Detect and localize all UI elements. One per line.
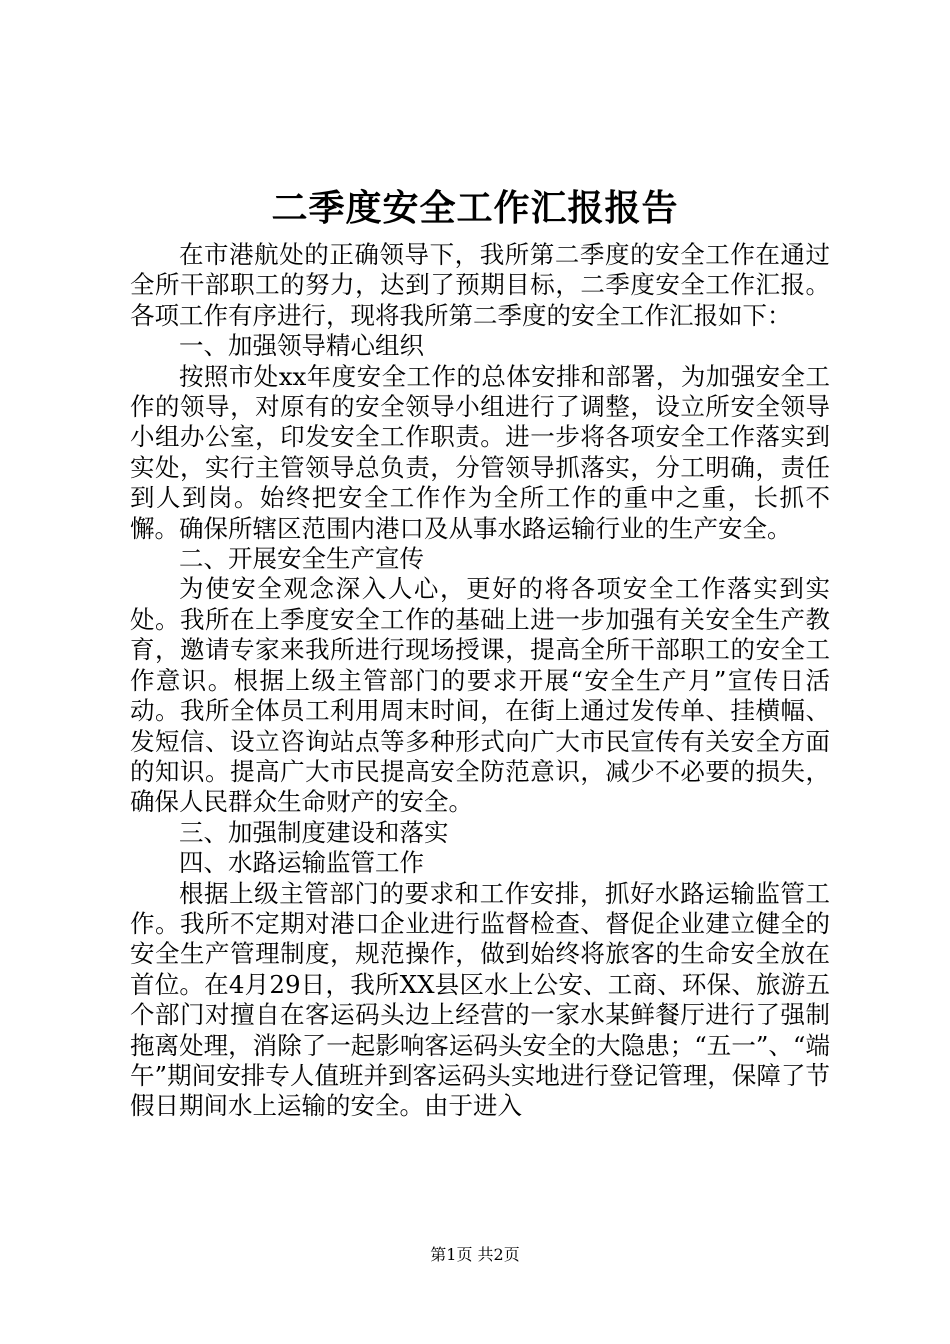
section-heading-2: 二、开展安全生产宣传 (179, 544, 424, 574)
document-title: 二季度安全工作汇报报告 (271, 187, 679, 229)
paragraph-section-1: 按照市处xx年度安全工作的总体安排和部署，为加强安全工作的领导，对原有的安全领导小组进行了调整，设立所安全领导小组办公室，印发安全工作职责。进一步将各项安全工作落实到实处，实行主管领导总负责，分管领导抓落实，分工明确，责任到人到岗。始终把安全工作作为全所工作的重中之重，长抓不懈。确保所辖区范围内港口及从事水路运输行业的生产安全。 (130, 361, 830, 543)
section-heading-1: 一、加强领导精心组织 (179, 331, 424, 361)
paragraph-section-4: 根据上级主管部门的要求和工作安排，抓好水路运输监管工作。我所不定期对港口企业进行监督检查、督促企业建立健全的安全生产管理制度，规范操作，做到始终将旅客的生命安全放在首位。在4月29日，我所XX县区水上公安、工商、环保、旅游五个部门对擅自在客运码头边上经营的一家水某鲜餐厅进行了强制拖离处理，消除了一起影响客运码头安全的大隐患；“五一”、“端午”期间安排专人值班并到客运码头实地进行登记管理，保障了节假日期间水上运输的安全。由于进入 (130, 878, 830, 1121)
page-number-footer: 第1页 共2页 (430, 1245, 520, 1264)
document-body (130, 240, 830, 1122)
section-heading-4: 四、水路运输监管工作 (179, 848, 424, 878)
paragraph-intro: 在市港航处的正确领导下，我所第二季度的安全工作在通过全所干部职工的努力，达到了预期目标，二季度安全工作汇报。各项工作有序进行，现将我所第二季度的安全工作汇报如下： (130, 240, 830, 330)
section-heading-3: 三、加强制度建设和落实 (179, 817, 449, 847)
paragraph-section-2: 为使安全观念深入人心，更好的将各项安全工作落实到实处。我所在上季度安全工作的基础上进一步加强有关安全生产教育，邀请专家来我所进行现场授课，提高全所干部职工的安全工作意识。根据上级主管部门的要求开展“安全生产月”宣传日活动。我所全体员工利用周末时间，在街上通过发传单、挂横幅、发短信、设立咨询站点等多种形式向广大市民宣传有关安全方面的知识。提高广大市民提高安全防范意识，减少不必要的损失，确保人民群众生命财产的安全。 (130, 574, 830, 817)
